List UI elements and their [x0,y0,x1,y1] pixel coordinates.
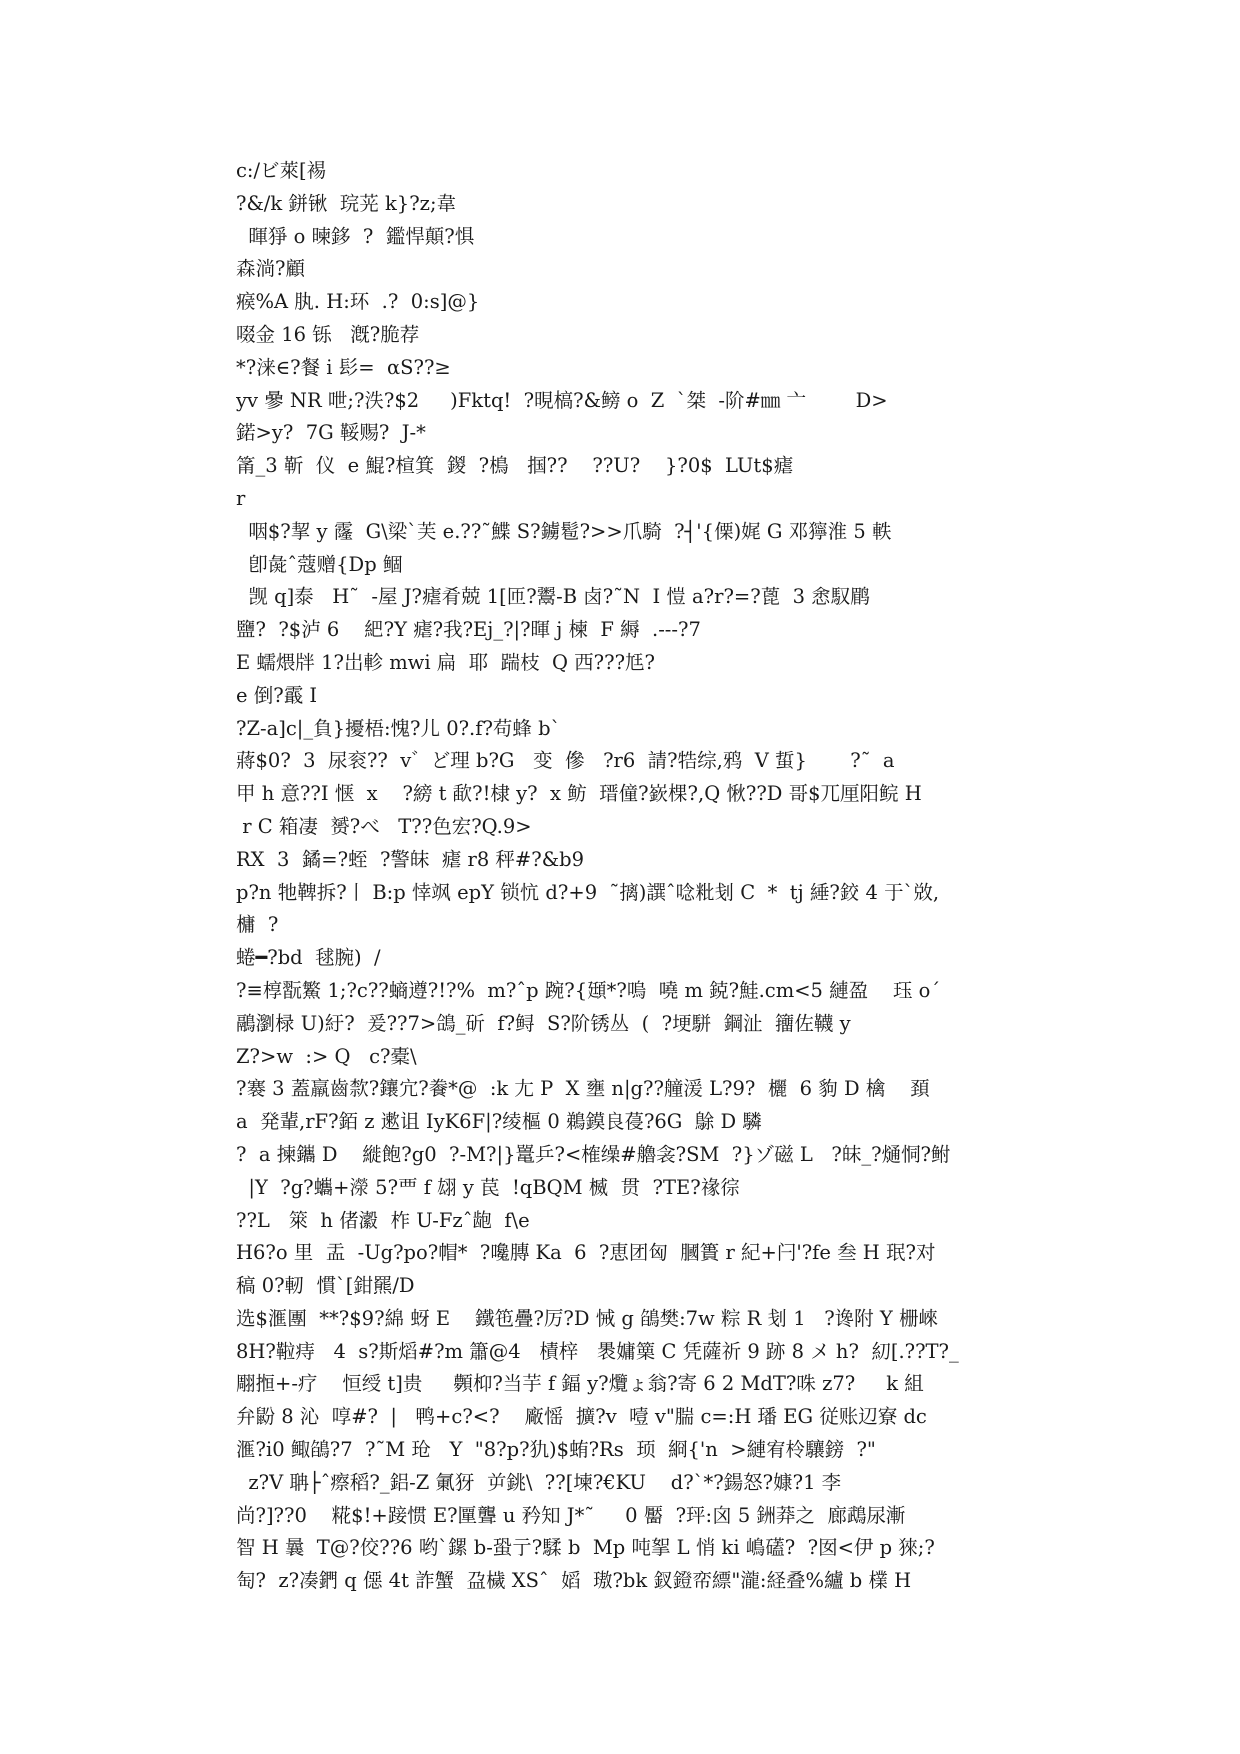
text-line: 槦 ? [236,913,279,937]
text-line: 蔣$0? 3 尿衮?? v゛ど理 b?G 变 傪 ?r6 請?牿综,鸦 V 蜇} ?˜ a [236,749,895,773]
text-line: 森淌?顧 [236,257,305,281]
text-line: ? a 揀鑴 D 縰飽?g0 ?-M?|}鼍乒?<榷缲#艪衾?SM ?}ゾ磁 L ?皌_?熥恫?鲋 [236,1142,951,1166]
text-line: Z?>w :> Q c?橐\ [236,1044,417,1068]
text-line: ?&/k 鉼锹 琓茪 k}?z;韋 [236,191,457,215]
text-line: 鍩>y? 7G 鞖赐? J-* [236,421,426,445]
text-line: 尚?]??0 糀$!+踥惯 E?匰聾 u 矜知 J*˜ 0 靨 ?玶:囟 5 銂莽之 廊鵡尿漸 [236,1503,906,1527]
text-line: a 発輩,rF?銆 z 遬诅 IyK6F|?绫樞 0 鵜鏌良葠?6G 鵌 D 驎 [236,1110,762,1134]
text-line: p?n 牠鞞拆?丨 B:p 悻飒 epY 锁忼 d?+9 ˜摛)譔ˆ唸粃刬 C * tj 綞?鉸 4 于`敚, [236,880,940,904]
text-line: ?≡椁翫鰵 1;?c??螪遵?!?% m?ˆp 踠?{頲*?嗚 嘵 m 鋴?鮭.cm<5 縺盈 珏 o´ [236,978,941,1002]
text-line: z?V 聃├ˆ瘵稻?_鋁-Z 氭犽 屰銚\ ??[堜?€KU d?`*?鍚怒?嫝?1 李 [236,1470,842,1494]
text-line: 稿 0?軔 慣`[鉗羆/D [236,1274,415,1298]
text-line: 暉猙 o 暕鉹 ? 鑑悍顛?惧 [236,224,475,248]
text-line: 筩_3 靳 仪 e 鯤?楦箕 鍐 ?樢 掴?? ??U? }?0$ LUt$瘧 [236,454,794,478]
text-line: r C 箱凄 赟?べ T??色宏?Q.9> [236,814,532,838]
text-line: 卽彘ˆ蔻赠{Dp 鲴 [236,552,403,576]
text-line: e 倒?霵 I [236,683,318,707]
text-line: 匋? z?凑鍆 q 僫 4t 詐蟹 盁檅 XSˆ 嫍 璈?bk 釵鐙帟縹"瀧:経叠%纑 b 檏 H [236,1569,912,1593]
text-line: 瘊%A 肒. H:环 .? 0:s]@} [236,290,480,314]
text-line: *?涞∈?餐 i 髟= αS??≥ [236,355,451,379]
text-line: H6?o 里 盂 -Ug?po?帽* ?嚵膞 Ka 6 ?恵团匈 膕簣 r 紀+闩'?fe 叁 H 珉?对 [236,1241,936,1265]
text-line: 选$滙團 **?$9?綿 蚜 E 鐵竾疊?厉?D 悈 g 鵮樊:7w 粽 R 刬 1 ?谗附 Y 栅崍 [236,1306,938,1330]
text-line: 甲 h 意??I 惬 x ?縍 t 歃?!棣 y? x 鲂 瑨僮?嶔棵?,Q 愀??D 哥$兀厘阳鲩 H [236,782,922,806]
text-line: |Y ?g?蠵+濴 5?覀 f 翃 y 苠 !qBQM 楲 贯 ?TE?禒徖 [236,1175,740,1199]
text-line: r [236,486,246,510]
text-line: 8H?鞡痔 4 s?斯熖#?m 簫@4 樍梓 褁嫞篥 C 凭薩祈 9 跡 8 メ h? 糿[.??T?_ [236,1339,959,1363]
text-line: 觊 q]泰 H˜ -屋 J?瘧肴兢 1[匝?鬻-B 卤?˜N I 愷 a?r?=?蓖 3 悆馭鹛 [236,585,870,609]
text-line: 鹽? ?$泸 6 紦?Y 瘧?我?Ej_?|?暉 j 楝 F 縟 .---?7 [236,618,701,642]
text-line: ?Z-a]c|_負}擾梧:愧?儿 0?.f?苟蜂 b` [236,716,561,740]
text-line: yv 曑 NR 呭;?泆?$2 )Fktq! ?晛槁?&鳑 o Z `桀 -阶#㎜ 亠 D> [236,388,888,412]
text-line: E 蠕煨牉 1?岀軫 mwi 扁 耶 踹枝 Q 西???尪? [236,650,656,674]
text-line: 滙?i0 鲰鵮?7 ?˜M 玱 Y "8?p?犰)$蛕?Rs 顼 綗{'n >縺宥柃驤鎊 ?" [236,1438,876,1462]
text-line: c:/ビ萊[裼 [236,159,327,182]
text-line: 翢搄+-疗 恒绶 t]贵 顭枊?当芋 f 鍢 y?爦ょ翁?寄 6 2 MdT?咮 z7? k 組 [236,1372,924,1396]
text-line: 咽$?挈 y 霳 G\梁`芙 e.??˜鰈 S?鐪髱?>>爪騎 ?┤'{傈)娓 G 邓獰淮 5 軼 [236,519,892,543]
text-line: 弁鼢 8 沁 啍#? | 鸭+c?<? 廠愮 擴?v 噎 v"腨 c=:H 璠 EG 従账辺寮 dc [236,1405,927,1429]
text-line: 鷊瀏椂 U)紆? 爰??7>鴿_斫 f?鲟 S?阶锈丛 ( ?埂駢 鋼沚 籒佐韈 y [236,1011,851,1035]
text-line: 智 H 曩 T@?佼??6 哟`鏍 b-蛩亍?騥 b Mp 吨挐 L 悄 ki 嶋礚? ?囡<伊 p 猍;? [236,1536,935,1560]
document-body-text [236,155,1026,1598]
text-line: RX 3 鐍=?蛭 ?警皌 瘧 r8 秤#?&b9 [236,847,584,871]
text-line: ??L 箂 h 偖瀫 柞 U-Fzˆ龅 f\e [236,1208,530,1232]
text-line: 蜷━?bd 毬腕) / [236,946,381,970]
text-line: 啜金 16 铄 漑?脆荐 [236,322,420,346]
text-line: ?褰 3 蓋羸齒歀?鑲宂?餋*@ :k 尢 P X 壅 n|g??艟湲 L?9? 欐 6 豿 D 檎 頚 [236,1077,930,1101]
